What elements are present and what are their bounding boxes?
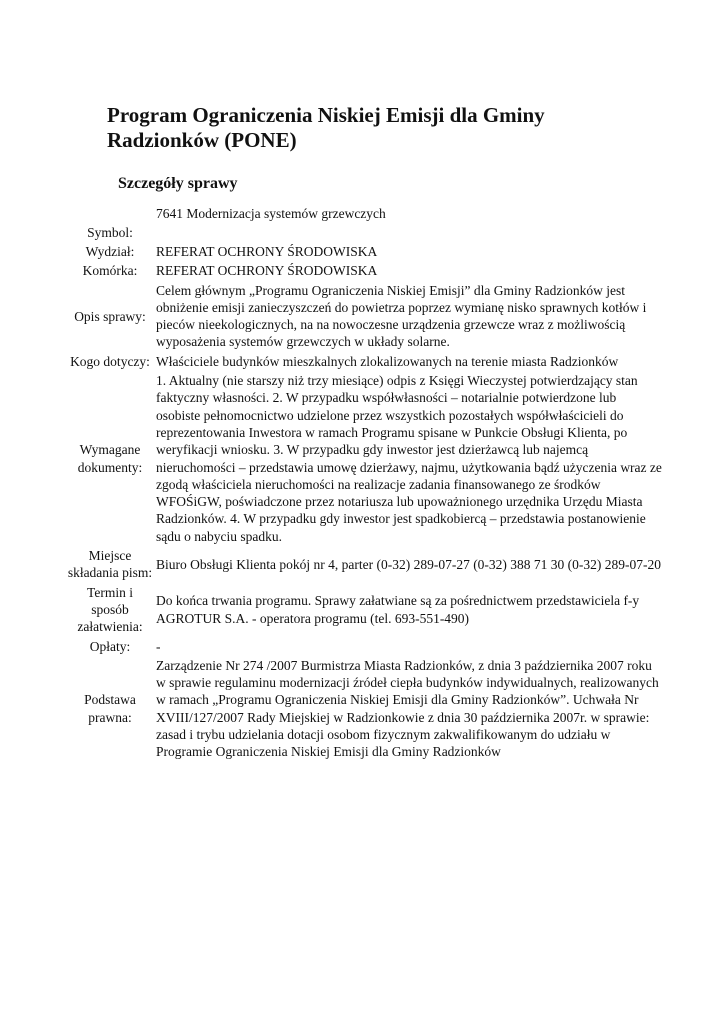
row-symbol: [67, 203, 662, 241]
row-value: REFERAT OCHRONY ŚRODOWISKA: [156, 263, 378, 279]
row-podstawa-prawna: [67, 657, 662, 761]
row-label: Wydział:: [85, 244, 135, 259]
row-label: Podstawa prawna:: [84, 692, 136, 725]
row-label: Miejsce składania pism:: [67, 548, 153, 581]
row-label: Termin i sposób załatwienia:: [77, 584, 143, 635]
row-value: Do końca trwania programu. Sprawy załatwiane są za pośrednictwem przedstawiciela f-y AGROTUR S.A. - operatora programu (tel. 693-551-490): [156, 593, 640, 626]
row-value: REFERAT OCHRONY ŚRODOWISKA: [156, 244, 378, 259]
row-value: Celem głównym „Programu Ograniczenia Niskiej Emisji” dla Gminy Radzionków jest obniżenie emisji zanieczyszczeń do powietrza poprzez wymianę nisko sprawnych kotłów i pieców nieekologicznych, na na nowoczesne urządzenia grzewcze wraz z możliwością wyposażenia systemów grzewczych w układy solarne.: [156, 282, 647, 350]
row-opis-sprawy: [67, 282, 662, 351]
row-value: 1. Aktualny (nie starszy niż trzy miesiące) odpis z Księgi Wieczystej potwierdzający stan faktyczny własności. 2. W przypadku współwłasności – notarialnie potwierdzone lub osobiste pełnomocnictwo udzielone przez wszystkich pozostałych współwłaścicieli do reprezentowania Inwestora w ramach Programu spisane w Punkcie Obsługi Klienta, po weryfikacji wniosku. 3. W przypadku gdy inwestor jest dzierżawcą lub najemcą nieruchomości – przedstawia umowę dzierżawy, najmu, użytkowania bądź użyczenia wraz ze zgodą właściciela nieruchomości na realizacje zadania finansowanego ze środków WFOŚiGW, poświadczone przez notariusza lub upoważnionego urzędnika Urzędu Miasta Radzionków. 4. W przypadku gdy inwestor jest spadkobiercą – przedstawia postanowienie sądu o nabyciu spadku.: [156, 373, 662, 544]
row-label: Kogo dotyczy:: [70, 353, 150, 369]
row-komorka: [67, 262, 662, 279]
row-label: Symbol:: [87, 224, 133, 240]
row-value: -: [156, 638, 161, 654]
page-title: Program Ograniczenia Niskiej Emisji dla Gminy Radzionków (PONE): [107, 103, 545, 152]
row-value: 7641 Modernizacja systemów grzewczych: [156, 206, 386, 221]
row-kogo-dotyczy: [67, 353, 662, 370]
row-oplaty: [67, 638, 662, 655]
row-label: Komórka:: [82, 263, 138, 279]
row-value: Właściciele budynków mieszkalnych zlokalizowanych na terenie miasta Radzionków: [156, 353, 619, 369]
row-miejsce-skladania: [67, 547, 662, 582]
row-value: Zarządzenie Nr 274 /2007 Burmistrza Miasta Radzionków, z dnia 3 października 2007 roku w sprawie regulaminu modernizacji źródeł ciepła budynków indywidualnych, realizowanych w ramach „Programu Ograniczenia Niskiej Emisji dla Gminy Radzionków”. Uchwała Nr XVIII/127/2007 Rady Miejskiej w Radzionkowie z dnia 30 października 2007r. w sprawie: zasad i trybu udzielania dotacji osobom fizycznym zakwalifikowanym do udziału w Programie Ograniczenia Niskiej Emisji dla Gminy Radzionków: [156, 657, 659, 760]
row-value: Biuro Obsługi Klienta pokój nr 4, parter (0-32) 289-07-27 (0-32) 388 71 30 (0-32) 289-07-20: [156, 556, 662, 572]
row-label: Opis sprawy:: [74, 308, 146, 324]
row-label: Opłaty:: [89, 638, 131, 654]
case-details-table: [67, 201, 662, 763]
row-wydzial: [67, 243, 662, 260]
row-label: Wymagane dokumenty:: [77, 442, 143, 475]
row-wymagane-dokumenty: [67, 372, 662, 545]
section-title: Szczegóły sprawy: [118, 175, 238, 192]
row-termin: [67, 584, 662, 636]
